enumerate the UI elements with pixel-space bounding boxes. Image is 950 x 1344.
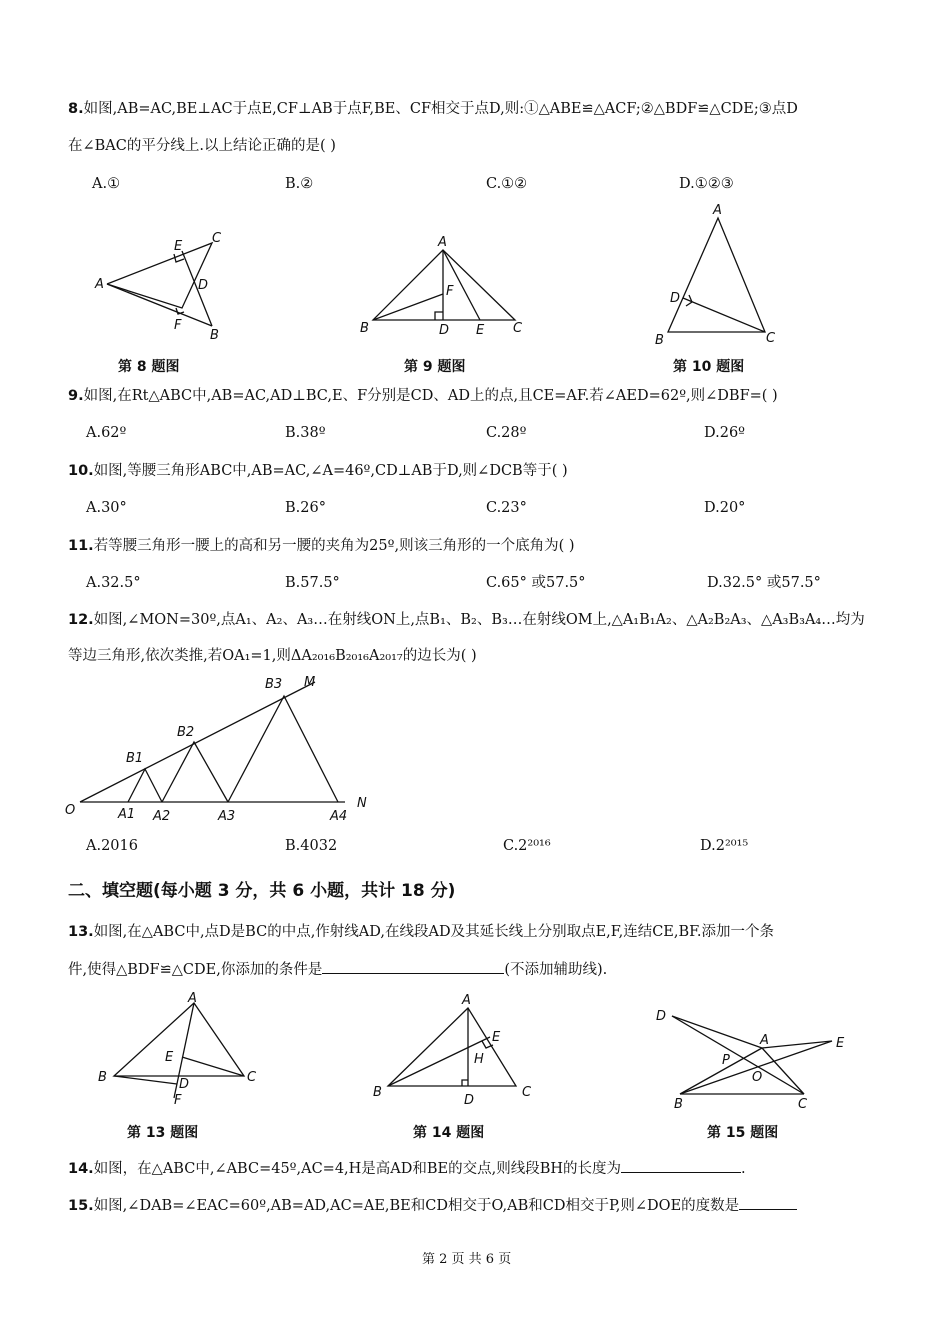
page-footer: 第 2 页 共 6 页 <box>422 1252 512 1267</box>
f13-label-e: E <box>165 1050 174 1065</box>
q12-option-a: A.2016 <box>86 838 138 854</box>
f8-label-d: D <box>198 278 209 293</box>
q15-answer-blank[interactable] <box>739 1195 797 1210</box>
q8-line2: 在∠BAC的平分线上.以上结论正确的是( ) <box>68 138 336 154</box>
q13-text2a: 件,使得△BDF≌△CDE,你添加的条件是 <box>68 962 323 978</box>
q11-line <box>68 536 575 556</box>
q10-option-c: C.23° <box>486 500 527 516</box>
q9-text: 如图,在Rt△ABC中,AB=AC,AD⊥BC,E、F分别是CD、AD上的点,且CE=AF.若∠AED=62º,则∠DBF=( ) <box>83 388 778 404</box>
f9-label-a: A <box>438 235 447 250</box>
q13-line2 <box>68 959 607 980</box>
q14-line <box>68 1158 746 1179</box>
f15-label-c: C <box>798 1097 808 1112</box>
f10-label-a: A <box>713 203 722 218</box>
f9-label-e: E <box>476 323 485 338</box>
figure-14 <box>370 990 550 1110</box>
q10-option-d: D.20° <box>704 500 746 516</box>
q10-line <box>68 461 568 481</box>
q11-option-c: C.65° 或57.5° <box>486 575 586 591</box>
q12-option-b: B.4032 <box>285 838 338 854</box>
f12-label-a1: A1 <box>118 807 136 822</box>
figure-8 <box>90 228 240 348</box>
figure-12 <box>60 670 390 830</box>
q14-end: . <box>741 1161 746 1177</box>
q12-option-c: C.2²⁰¹⁶ <box>503 838 551 854</box>
q9-line <box>68 386 778 406</box>
q11-text: 若等腰三角形一腰上的高和另一腰的夹角为25º,则该三角形的一个底角为( ) <box>93 538 575 554</box>
q8-option-c: C.①② <box>486 176 528 192</box>
q12-text1: 如图,∠MON=30º,点A₁、A₂、A₃…在射线ON上,点B₁、B₂、B₃…在射线OM上,△A₁B₁A₂、△A₂B₂A₃、△A₃B₃A₄…均为 <box>93 612 865 628</box>
q8-option-b: B.② <box>285 176 314 192</box>
f12-label-n: N <box>357 796 367 811</box>
f15-label-p: P <box>722 1053 730 1068</box>
q14-text: 如图，在△ABC中,∠ABC=45º,AC=4,H是高AD和BE的交点,则线段BH的长度为 <box>93 1161 622 1177</box>
q9-option-b: B.38º <box>285 425 326 441</box>
caption-fig10: 第 10 题图 <box>673 359 745 375</box>
q11-number: 11. <box>68 538 94 554</box>
f12-label-a4: A4 <box>330 809 348 824</box>
f13-label-a: A <box>188 991 197 1006</box>
q10-number: 10. <box>68 463 94 479</box>
q15-line <box>68 1195 797 1216</box>
f10-label-b: B <box>655 333 664 348</box>
f14-label-d: D <box>464 1093 475 1108</box>
q12-line1 <box>68 610 865 630</box>
figure-10 <box>650 200 790 350</box>
figure-13 <box>92 988 272 1108</box>
f12-label-b1: B1 <box>126 751 144 766</box>
f10-label-c: C <box>766 331 776 346</box>
q9-number: 9. <box>68 388 84 404</box>
caption-fig8: 第 8 题图 <box>118 359 180 375</box>
caption-fig13: 第 13 题图 <box>127 1125 199 1141</box>
f8-label-a: A <box>95 277 104 292</box>
f8-label-b: B <box>210 328 219 343</box>
q10-option-a: A.30° <box>86 500 127 516</box>
f15-label-o: O <box>752 1070 763 1085</box>
q13-answer-blank[interactable] <box>322 959 504 974</box>
q12-line2: 等边三角形,依次类推,若OA₁=1,则ΔA₂₀₁₆B₂₀₁₆A₂₀₁₇的边长为( ) <box>68 648 477 664</box>
q8-text1: 如图,AB=AC,BE⊥AC于点E,CF⊥AB于点F,BE、CF相交于点D,则:①△ABE≌△ACF;②△BDF≌△CDE;③点D <box>83 101 798 117</box>
q14-number: 14. <box>68 1161 94 1177</box>
f14-label-h: H <box>474 1052 484 1067</box>
f12-label-m: M <box>304 675 316 690</box>
f14-label-c: C <box>522 1085 532 1100</box>
q13-text2b: (不添加辅助线). <box>504 962 608 978</box>
f12-label-b3: B3 <box>265 677 283 692</box>
q13-number: 13. <box>68 924 94 940</box>
f15-label-e: E <box>836 1036 845 1051</box>
q15-number: 15. <box>68 1198 94 1214</box>
section-fill-in-title: 二、填空题(每小题 3 分，共 6 小题，共计 18 分) <box>68 881 456 901</box>
f13-label-c: C <box>247 1070 257 1085</box>
f14-label-b: B <box>373 1085 382 1100</box>
f12-label-b2: B2 <box>177 725 195 740</box>
f14-label-a: A <box>462 993 471 1008</box>
f8-label-c: C <box>212 231 222 246</box>
f15-label-b: B <box>674 1097 683 1112</box>
figure-9 <box>355 232 535 342</box>
q9-option-c: C.28º <box>486 425 527 441</box>
q8-option-d: D.①②③ <box>679 176 734 192</box>
f13-label-f: F <box>174 1093 182 1108</box>
f8-label-f: F <box>174 318 182 333</box>
q9-option-a: A.62º <box>86 425 127 441</box>
q10-text: 如图,等腰三角形ABC中,AB=AC,∠A=46º,CD⊥AB于D,则∠DCB等于( ) <box>93 463 568 479</box>
figure-15 <box>650 996 850 1116</box>
q8-number: 8. <box>68 101 84 117</box>
caption-fig15: 第 15 题图 <box>707 1125 779 1141</box>
f12-label-a3: A3 <box>218 809 236 824</box>
f14-label-e: E <box>492 1030 501 1045</box>
caption-fig14: 第 14 题图 <box>413 1125 485 1141</box>
f13-label-b: B <box>98 1070 107 1085</box>
f10-label-d: D <box>670 291 681 306</box>
f15-label-a: A <box>760 1033 769 1048</box>
f15-label-d: D <box>656 1009 667 1024</box>
q14-answer-blank[interactable] <box>621 1158 741 1173</box>
q13-text1: 如图,在△ABC中,点D是BC的中点,作射线AD,在线段AD及其延长线上分别取点E,F,连结CE,BF.添加一个条 <box>93 924 775 940</box>
q10-option-b: B.26° <box>285 500 326 516</box>
q11-option-d: D.32.5° 或57.5° <box>707 575 821 591</box>
f9-label-d: D <box>439 323 450 338</box>
q13-line1 <box>68 922 774 942</box>
q12-number: 12. <box>68 612 94 628</box>
f12-label-a2: A2 <box>153 809 171 824</box>
q11-option-a: A.32.5° <box>86 575 141 591</box>
q12-option-d: D.2²⁰¹⁵ <box>700 838 749 854</box>
f9-label-c: C <box>513 321 523 336</box>
f9-label-b: B <box>360 321 369 336</box>
q11-option-b: B.57.5° <box>285 575 340 591</box>
f12-label-o: O <box>65 803 76 818</box>
caption-fig9: 第 9 题图 <box>404 359 466 375</box>
q8-line1 <box>68 99 798 119</box>
f13-label-d: D <box>179 1077 190 1092</box>
q9-option-d: D.26º <box>704 425 745 441</box>
q8-option-a: A.① <box>92 176 121 192</box>
q15-text: 如图,∠DAB=∠EAC=60º,AB=AD,AC=AE,BE和CD相交于O,AB和CD相交于P,则∠DOE的度数是 <box>93 1198 740 1214</box>
f9-label-f: F <box>446 284 454 299</box>
f8-label-e: E <box>174 239 183 254</box>
